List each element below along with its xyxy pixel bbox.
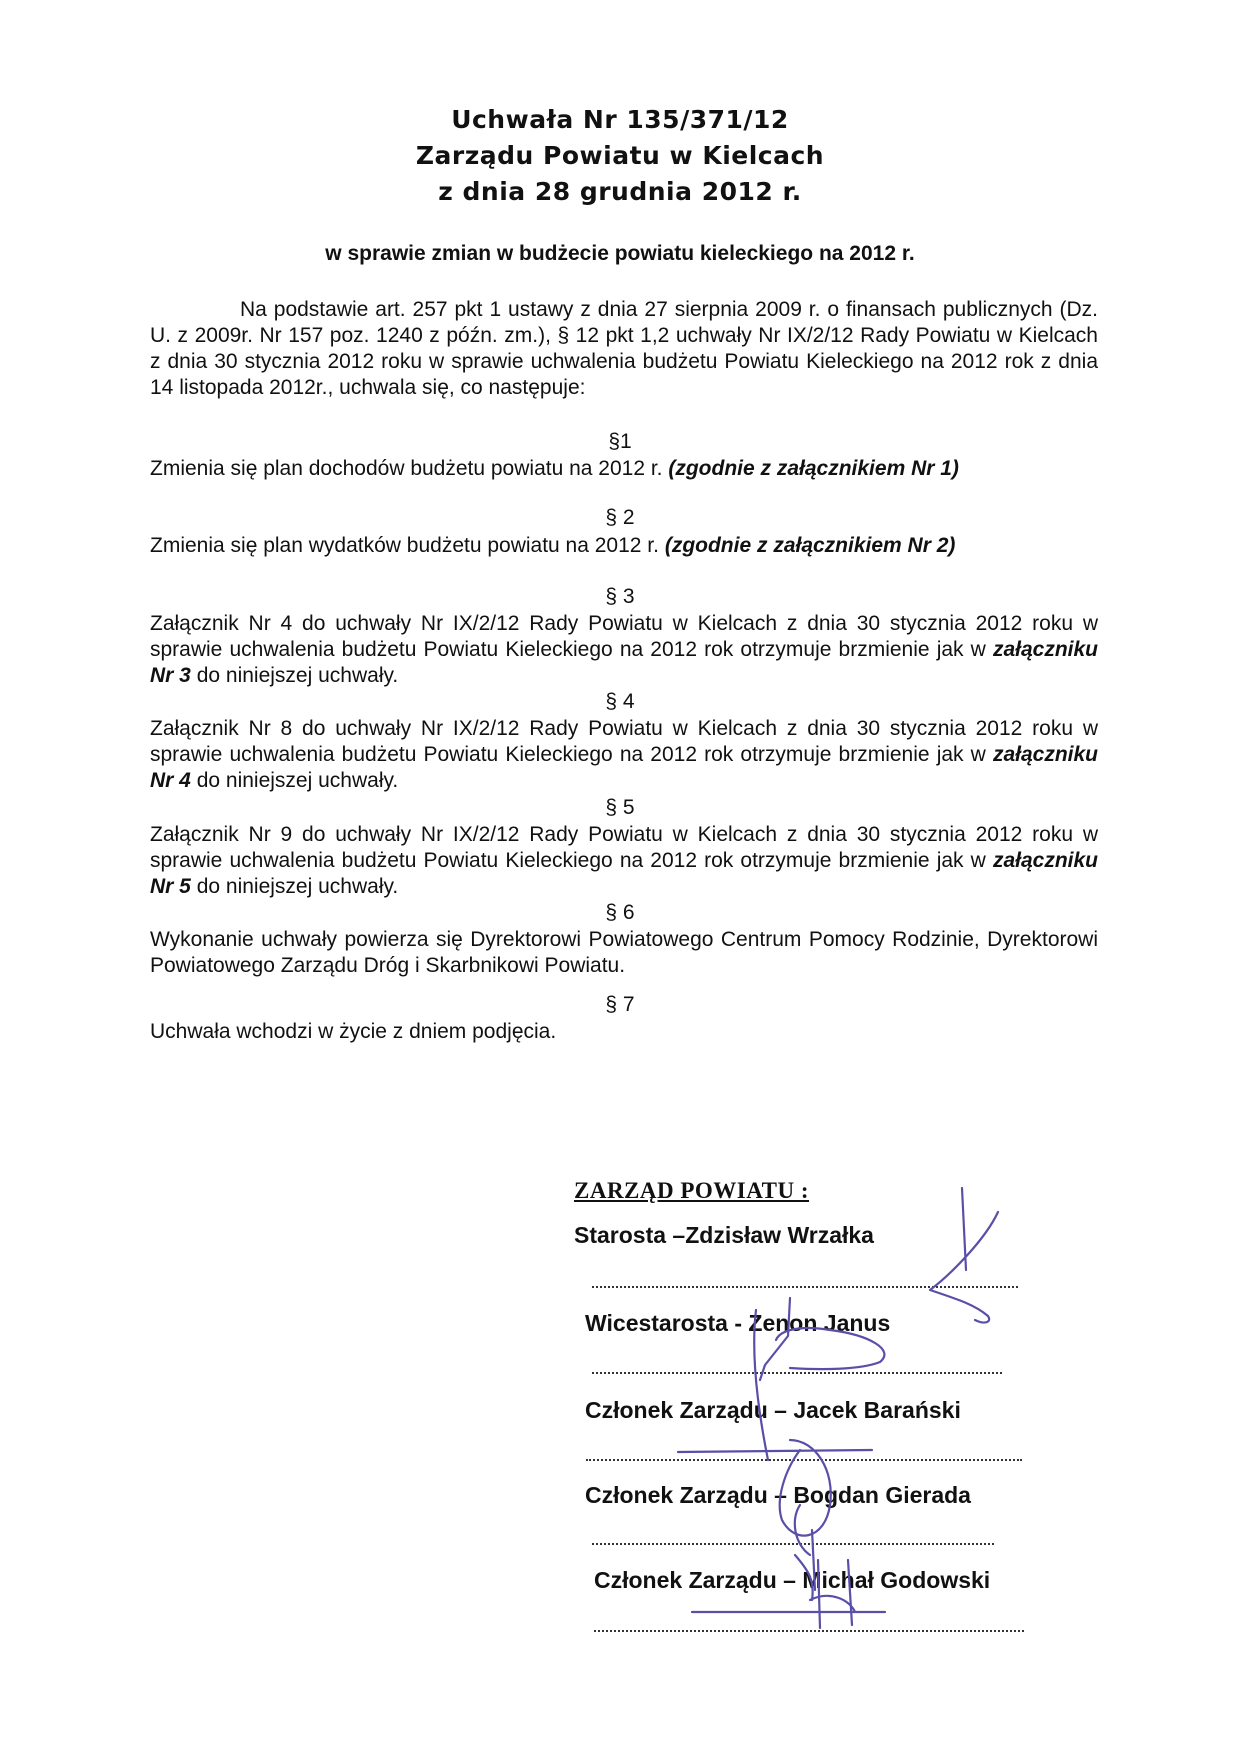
- section-5-body: Załącznik Nr 9 do uchwały Nr IX/2/12 Rady Powiatu w Kielcach z dnia 30 stycznia 2012 roku w sprawie uchwalenia budżetu Powiatu Kieleckiego na 2012 rok otrzymuje brzmienie jak w: [150, 823, 1098, 872]
- section-2-text: [150, 533, 1098, 559]
- signatory-starosta: Starosta –Zdzisław Wrzałka: [574, 1222, 874, 1248]
- signature-line: [592, 1372, 1002, 1374]
- section-4-text: [150, 716, 1098, 794]
- section-3-tail: do niniejszej uchwały.: [196, 664, 399, 687]
- section-5-tail: do niniejszej uchwały.: [196, 875, 399, 898]
- section-7-text: Uchwała wchodzi w życie z dniem podjęcia.: [150, 1020, 557, 1043]
- signature-line: [594, 1630, 1024, 1632]
- section-5-mark: § 5: [605, 796, 635, 819]
- signature-line: [586, 1459, 1022, 1461]
- section-3-text: [150, 611, 1098, 689]
- section-2-body: Zmienia się plan wydatków budżetu powiatu na 2012 r.: [150, 534, 659, 557]
- section-2-mark: § 2: [605, 506, 635, 529]
- section-3-mark: § 3: [605, 585, 635, 608]
- section-4-tail: do niniejszej uchwały.: [196, 769, 399, 792]
- section-6-text: Wykonanie uchwały powierza się Dyrektorowi Powiatowego Centrum Pomocy Rodzinie, Dyrektorowi Powiatowego Zarządu Dróg i Skarbnikowi Powiatu.: [150, 928, 1098, 977]
- section-5-text: [150, 822, 1098, 900]
- resolution-date: z dnia 28 grudnia 2012 r.: [438, 177, 802, 206]
- resolution-subject: w sprawie zmian w budżecie powiatu kieleckiego na 2012 r.: [325, 242, 915, 265]
- resolution-header: [0, 102, 1240, 210]
- section-3-body: Załącznik Nr 4 do uchwały Nr IX/2/12 Rady Powiatu w Kielcach z dnia 30 stycznia 2012 roku w sprawie uchwalenia budżetu Powiatu Kieleckiego na 2012 rok otrzymuje brzmienie jak w: [150, 612, 1098, 661]
- section-3-reference: załączniku Nr 3: [150, 638, 1098, 687]
- signatory-member-1: Członek Zarządu – Jacek Barański: [585, 1397, 961, 1423]
- section-4-reference: załączniku Nr 4: [150, 743, 1098, 792]
- section-1-body: Zmienia się plan dochodów budżetu powiatu na 2012 r.: [150, 457, 663, 480]
- issuing-body: Zarządu Powiatu w Kielcach: [415, 141, 825, 170]
- signatory-member-3: Członek Zarządu – Michał Godowski: [594, 1567, 991, 1593]
- legal-basis-paragraph: Na podstawie art. 257 pkt 1 ustawy z dnia 27 sierpnia 2009 r. o finansach publicznych (Dz. U. z 2009r. Nr 157 poz. 1240 z późn. zm.), § 12 pkt 1,2 uchwały Nr IX/2/12 Rady Powiatu w Kielcach z dnia 30 stycznia 2012 roku w sprawie uchwalenia budżetu Powiatu Kieleckiego na 2012 rok z dnia 14 listopada 2012r., uchwala się, co następuje:: [150, 298, 1098, 399]
- signature-line: [592, 1286, 1018, 1288]
- section-1-text: [150, 456, 1098, 482]
- section-4-body: Załącznik Nr 8 do uchwały Nr IX/2/12 Rady Powiatu w Kielcach z dnia 30 stycznia 2012 roku w sprawie uchwalenia budżetu Powiatu Kieleckiego na 2012 rok otrzymuje brzmienie jak w: [150, 717, 1098, 766]
- signature-line: [592, 1543, 994, 1545]
- signatory-wicestarosta: Wicestarosta - Zenon Janus: [585, 1310, 891, 1336]
- section-2-reference: (zgodnie z załącznikiem Nr 2): [664, 534, 956, 557]
- resolution-number: Uchwała Nr 135/371/12: [451, 105, 789, 134]
- board-signature-title: ZARZĄD POWIATU :: [574, 1178, 810, 1203]
- section-6-mark: § 6: [605, 901, 635, 924]
- section-7-mark: § 7: [605, 993, 635, 1016]
- section-1-mark: §1: [608, 430, 632, 453]
- section-4-mark: § 4: [605, 690, 635, 713]
- section-5-reference: załączniku Nr 5: [150, 849, 1098, 898]
- section-1-reference: (zgodnie z załącznikiem Nr 1): [668, 457, 959, 480]
- signatory-member-2: Członek Zarządu – Bogdan Gierada: [585, 1482, 971, 1508]
- signature-starosta: [930, 1188, 998, 1323]
